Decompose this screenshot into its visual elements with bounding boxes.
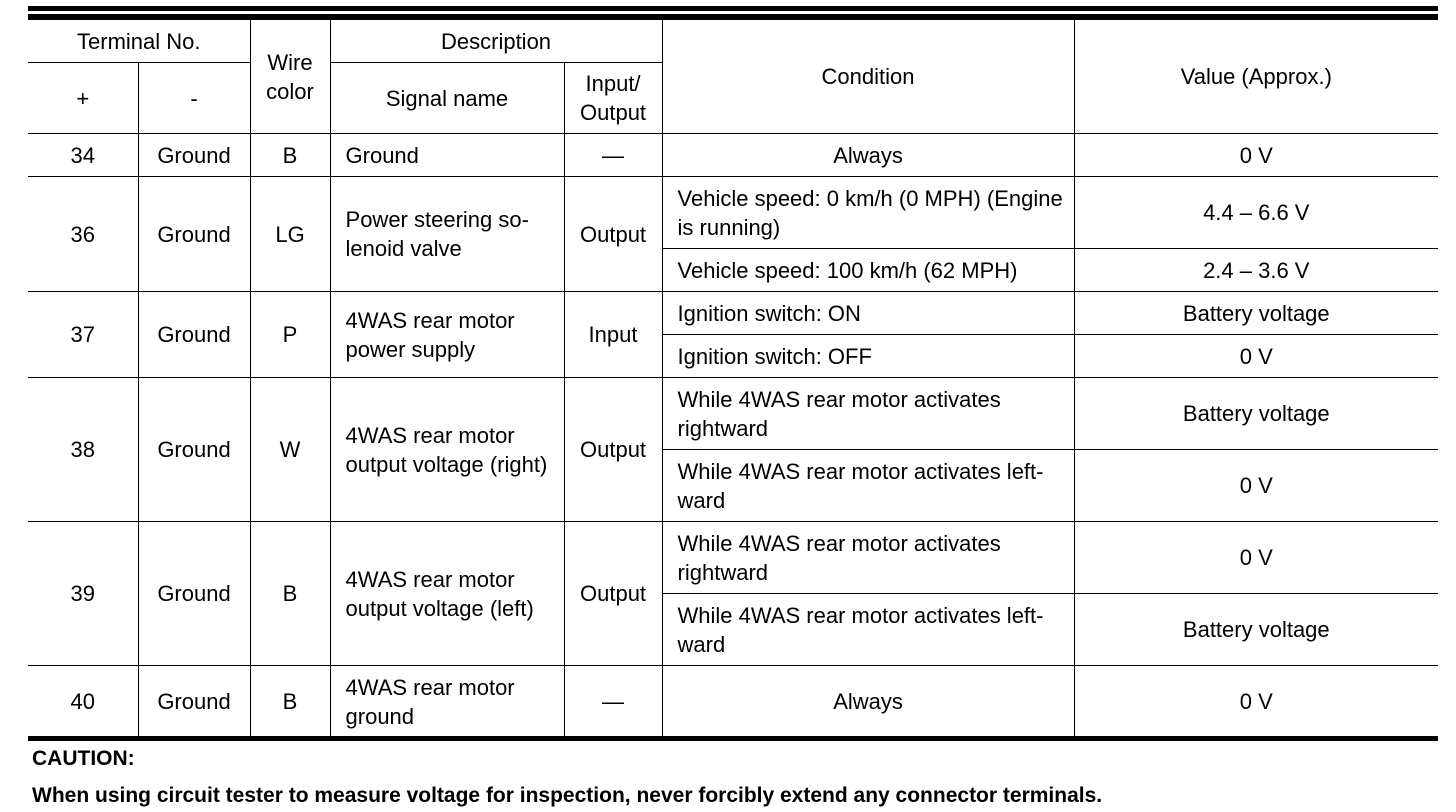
wire-color: B [250,134,330,177]
header-plus: + [28,63,138,134]
value: Battery voltage [1074,378,1438,450]
header-minus: - [138,63,250,134]
wire-color: LG [250,177,330,292]
signal-name: Ground [330,134,564,177]
condition: While 4WAS rear motor activates rightward [662,378,1074,450]
terminal-plus: 39 [28,522,138,666]
terminal-plus: 36 [28,177,138,292]
signal-name: 4WAS rear motor ground [330,666,564,738]
wire-color: B [250,666,330,738]
input-output: — [564,134,662,177]
value: 0 V [1074,666,1438,738]
terminal-minus: Ground [138,177,250,292]
terminal-plus: 38 [28,378,138,522]
value: 4.4 – 6.6 V [1074,177,1438,249]
condition: Vehicle speed: 100 km/h (62 MPH) [662,249,1074,292]
value: Battery voltage [1074,594,1438,666]
wire-color: P [250,292,330,378]
table-row [28,134,1438,177]
signal-name: Power steering so-lenoid valve [330,177,564,292]
table-row [28,378,1438,450]
input-output: Input [564,292,662,378]
caution-title: CAUTION: [32,747,135,770]
top-rule-thick [28,6,1438,11]
terminal-minus: Ground [138,522,250,666]
signal-name: 4WAS rear motor output voltage (left) [330,522,564,666]
header-row-1 [28,20,1438,63]
table-row [28,666,1438,738]
input-output: Output [564,522,662,666]
terminal-minus: Ground [138,666,250,738]
terminal-minus: Ground [138,292,250,378]
condition: Ignition switch: OFF [662,335,1074,378]
value: 2.4 – 3.6 V [1074,249,1438,292]
header-wire-color: Wire color [250,20,330,134]
condition: While 4WAS rear motor activates left-ward [662,594,1074,666]
table-row [28,177,1438,249]
wire-color: B [250,522,330,666]
caution-text: When using circuit tester to measure voltage for inspection, never forcibly extend any connector terminals. [32,784,1103,807]
condition: While 4WAS rear motor activates rightward [662,522,1074,594]
header-signal-name: Signal name [330,63,564,134]
signal-name: 4WAS rear motor power supply [330,292,564,378]
terminal-plus: 37 [28,292,138,378]
header-terminal-no: Terminal No. [28,20,250,63]
condition: Vehicle speed: 0 km/h (0 MPH) (Engine is running) [662,177,1074,249]
wire-color: W [250,378,330,522]
value: 0 V [1074,522,1438,594]
terminal-minus: Ground [138,378,250,522]
header-description: Description [330,20,662,63]
header-value: Value (Approx.) [1074,20,1438,134]
header-condition: Condition [662,20,1074,134]
input-output: Output [564,378,662,522]
header-input-output: Input/ Output [564,63,662,134]
value: 0 V [1074,335,1438,378]
terminal-minus: Ground [138,134,250,177]
bottom-rule [28,736,1438,741]
condition: Always [662,666,1074,738]
condition: Ignition switch: ON [662,292,1074,335]
input-output: Output [564,177,662,292]
input-output: — [564,666,662,738]
value: 0 V [1074,134,1438,177]
table-row [28,292,1438,335]
condition: Always [662,134,1074,177]
terminal-table [28,19,1438,738]
signal-name: 4WAS rear motor output voltage (right) [330,378,564,522]
condition: While 4WAS rear motor activates left-ward [662,450,1074,522]
value: 0 V [1074,450,1438,522]
terminal-plus: 34 [28,134,138,177]
terminal-plus: 40 [28,666,138,738]
value: Battery voltage [1074,292,1438,335]
table-row [28,522,1438,594]
